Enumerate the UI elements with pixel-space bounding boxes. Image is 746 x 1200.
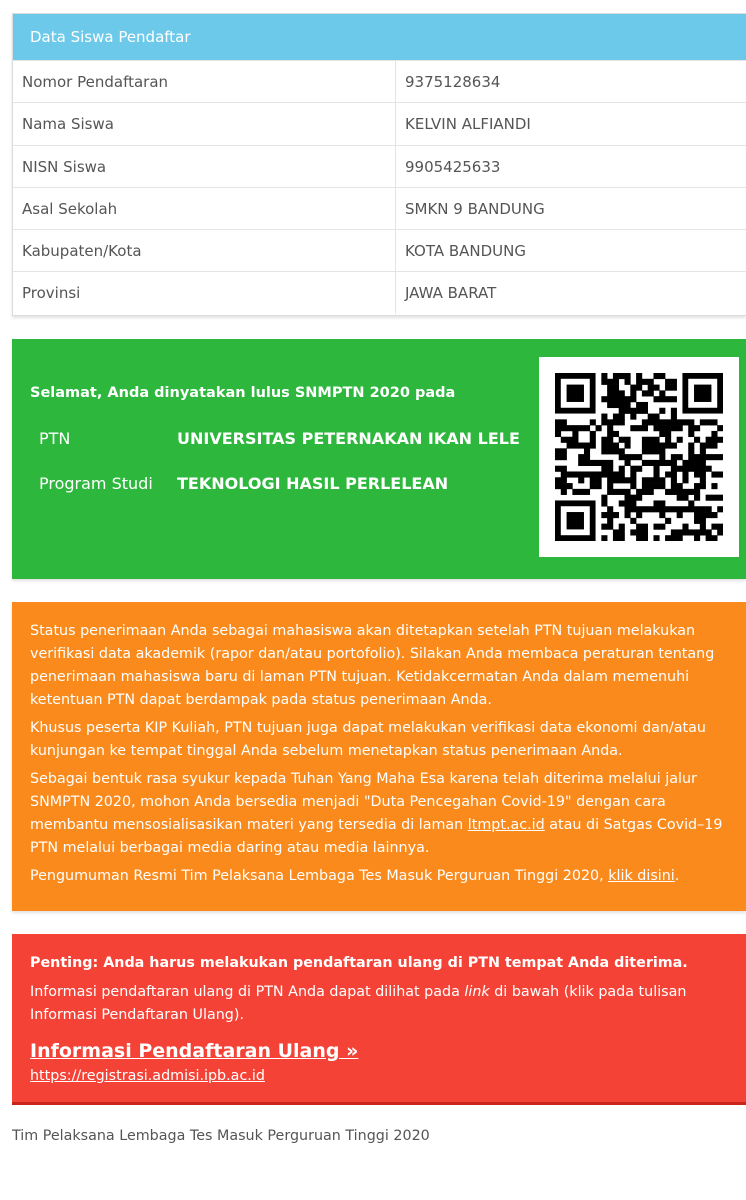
row-label: Nomor Pendaftaran (22, 73, 169, 91)
table-row (13, 271, 746, 313)
registration-info-link[interactable]: Informasi Pendaftaran Ulang » (30, 1040, 359, 1062)
ltmpt-link[interactable]: ltmpt.ac.id (467, 817, 545, 833)
table-row (13, 187, 746, 229)
row-value: 9375128634 (405, 73, 501, 91)
important-text: Informasi pendaftaran ulang di PTN Anda dapat dilihat pada link di bawah (klik pada tulisan Informasi Pendaftaran Ulang). (30, 984, 687, 1023)
row-value: JAWA BARAT (405, 284, 497, 303)
prodi-value: TEKNOLOGI HASIL PERLELEAN (177, 474, 449, 493)
row-value: 9905425633 (405, 157, 501, 176)
column-divider (395, 188, 396, 229)
info-paragraph: Sebagai bentuk rasa syukur kepada Tuhan Yang Maha Esa karena telah diterima melalui jalur SNMPTN 2020, mohon Anda bersedia menjadi "Duta Pencegahan Covid-19" dengan cara membantu mensosialisasikan materi yang tersedia di laman ltmpt.ac.id atau di Satgas Covid–19 PTN melalui berbagai media daring atau media lainnya. (30, 771, 723, 856)
row-label: Provinsi (22, 284, 81, 303)
table-row (13, 145, 746, 187)
prodi-label: Program Studi (39, 474, 153, 493)
row-label: Nama Siswa (22, 115, 114, 134)
column-divider (395, 61, 396, 102)
info-box (12, 602, 746, 911)
table-row (13, 60, 746, 102)
row-value: KELVIN ALFIANDI (405, 115, 531, 134)
info-paragraph: Status penerimaan Anda sebagai mahasiswa akan ditetapkan setelah PTN tujuan melakukan verifikasi data akademik (rapor dan/atau portofolio). Silakan Anda membaca peraturan tentang penerimaan mahasiswa baru di laman PTN tujuan. Ketidakcermatan Anda dalam memenuhi ketentuan PTN dapat berdampak pada status penerimaan Anda. (30, 623, 715, 708)
row-value: SMKN 9 BANDUNG (405, 199, 545, 218)
important-box (12, 934, 746, 1105)
registration-url-link[interactable]: https://registrasi.admisi.ipb.ac.id (30, 1068, 265, 1084)
row-label: NISN Siswa (22, 157, 107, 176)
ptn-value: UNIVERSITAS PETERNAKAN IKAN LELE (177, 429, 520, 448)
table-row (13, 102, 746, 144)
congrats-text: Selamat, Anda dinyatakan lulus SNMPTN 2020 pada (30, 385, 456, 401)
result-box (12, 339, 746, 579)
row-value: KOTA BANDUNG (405, 242, 526, 261)
row-label: Asal Sekolah (22, 199, 118, 218)
klik-disini-link[interactable]: klik disini (608, 868, 675, 884)
column-divider (395, 103, 396, 144)
column-divider (395, 230, 396, 271)
column-divider (395, 146, 396, 187)
info-paragraph: Pengumuman Resmi Tim Pelaksana Lembaga Tes Masuk Perguruan Tinggi 2020, klik disini. (30, 868, 680, 884)
info-paragraph: Khusus peserta KIP Kuliah, PTN tujuan juga dapat melakukan verifikasi data ekonomi dan/atau kunjungan ke tempat tinggal Anda sebelum menetapkan status penerimaan Anda. (30, 720, 706, 759)
row-label: Kabupaten/Kota (22, 242, 142, 261)
table-row (13, 229, 746, 271)
card-header: Data Siswa Pendaftar (13, 14, 746, 60)
qr-code-icon (555, 373, 723, 541)
student-data-card (12, 13, 746, 316)
column-divider (395, 272, 396, 313)
important-headline: Penting: Anda harus melakukan pendaftaran ulang di PTN tempat Anda diterima. (30, 955, 688, 971)
ptn-label: PTN (39, 429, 71, 448)
qr-code (539, 357, 739, 557)
footer-text: Tim Pelaksana Lembaga Tes Masuk Perguruan Tinggi 2020 (12, 1128, 430, 1144)
